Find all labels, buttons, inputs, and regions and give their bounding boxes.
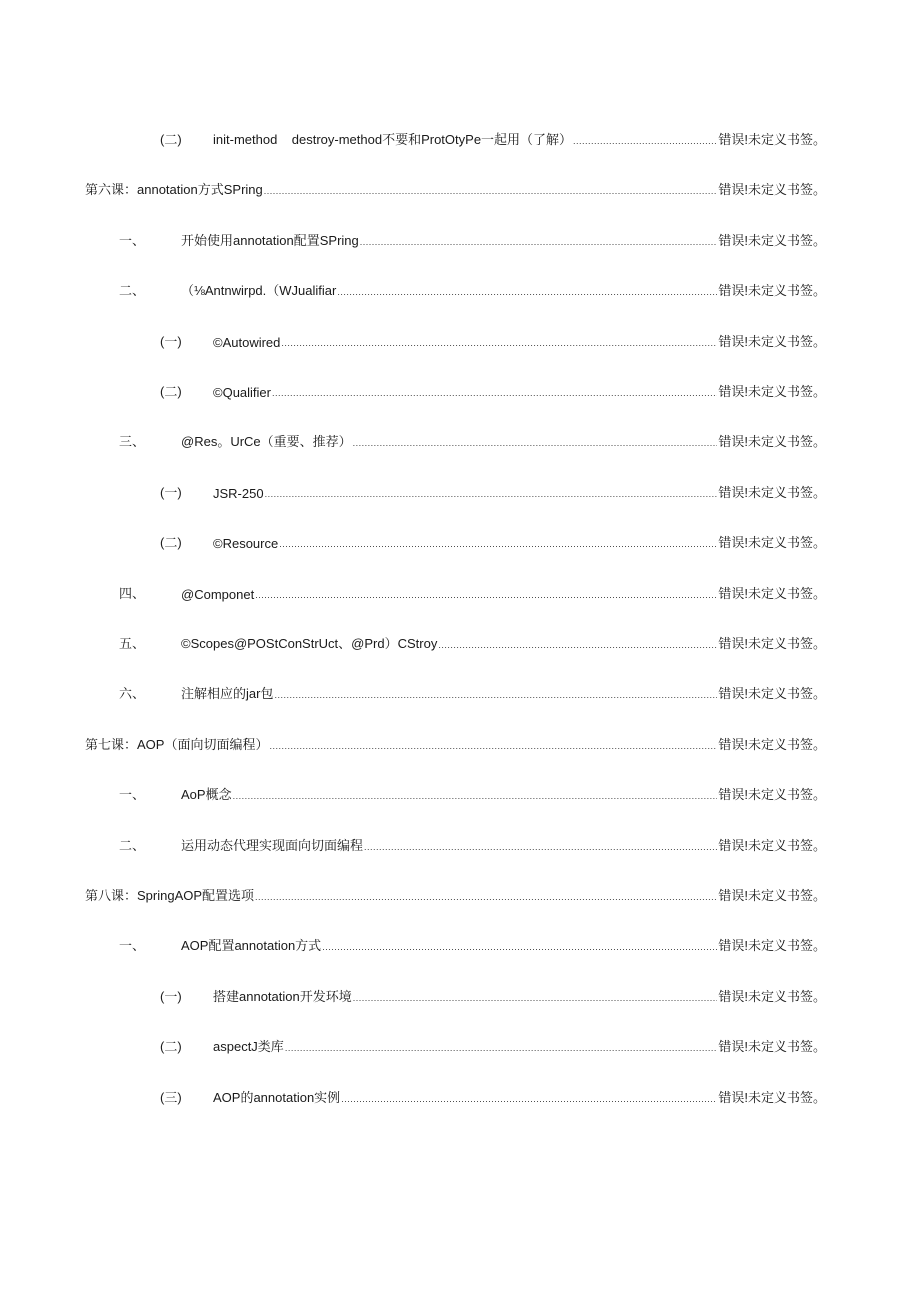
toc-entry-title: aspectJ类库 — [213, 1039, 284, 1055]
toc-entry-page-ref: 错误!未定义书签。 — [718, 132, 826, 147]
toc-entry-title: AOP配置annotation方式 — [181, 938, 322, 954]
toc-entry-number: 一、 — [119, 787, 146, 803]
toc-entry-title: ©Qualifier — [213, 385, 271, 400]
toc-dot-leader — [364, 841, 717, 854]
toc-entry-number: (二) — [160, 384, 182, 399]
toc-entry[interactable] — [119, 934, 826, 954]
toc-entry-page-ref: 错误!未定义书签。 — [718, 484, 826, 500]
toc-entry-title: ©Autowired — [213, 334, 281, 350]
toc-entry-page-ref: 错误!未定义书签。 — [718, 686, 826, 702]
toc-entry-page-ref: 错误!未定义书签。 — [718, 434, 826, 450]
toc-entry-page-ref: 错误!未定义书签。 — [718, 736, 826, 752]
toc-entry-number: 二、 — [119, 837, 146, 853]
toc-entry[interactable] — [119, 279, 826, 299]
toc-entry-title: 第八课：SpringAOP配置选项 — [85, 888, 255, 903]
toc-entry-title: 运用动态代理实现面向切面编程 — [181, 837, 364, 853]
toc-entry[interactable] — [85, 733, 826, 753]
toc-entry-title: 第六课：annotation方式SPring — [85, 182, 263, 198]
toc-entry-number: 三、 — [119, 434, 146, 450]
toc-dot-leader — [255, 891, 717, 904]
toc-dot-leader — [269, 740, 717, 753]
toc-entry-page-ref: 错误!未定义书签。 — [718, 232, 826, 248]
toc-entry[interactable] — [119, 682, 826, 702]
toc-dot-leader — [233, 790, 718, 803]
toc-entry[interactable] — [160, 1086, 826, 1106]
toc-entry-page-ref: 错误!未定义书签。 — [718, 1089, 826, 1105]
toc-entry[interactable] — [160, 985, 826, 1005]
toc-dot-leader — [255, 589, 717, 602]
toc-entry[interactable] — [119, 430, 826, 450]
toc-dot-leader — [265, 488, 718, 501]
toc-entry-page-ref: 错误!未定义书签。 — [718, 585, 826, 601]
toc-dot-leader — [353, 992, 718, 1005]
toc-entry[interactable] — [119, 632, 826, 652]
toc-entry-number: (三) — [160, 1089, 182, 1105]
toc-entry[interactable] — [160, 128, 826, 148]
toc-entry-number: (一) — [160, 333, 182, 349]
toc-entry-page-ref: 错误!未定义书签。 — [718, 333, 826, 349]
toc-entry-number: (二) — [160, 1039, 182, 1055]
toc-entry[interactable] — [85, 178, 826, 198]
toc-entry-page-ref: 错误!未定义书签。 — [718, 535, 826, 551]
toc-entry[interactable] — [160, 330, 826, 350]
toc-entry[interactable] — [119, 229, 826, 249]
toc-entry-title: 注解相应的jar包 — [181, 686, 274, 702]
toc-entry[interactable] — [119, 783, 826, 803]
toc-dot-leader — [264, 185, 718, 198]
toc-entry-title: 搭建annotation开发环境 — [213, 988, 352, 1004]
toc-entry-number: 四、 — [119, 585, 146, 601]
toc-entry-number: 六、 — [119, 686, 146, 702]
toc-entry-number: (一) — [160, 988, 182, 1004]
toc-entry-title: JSR-250 — [213, 485, 264, 501]
toc-entry-page-ref: 错误!未定义书签。 — [718, 1039, 826, 1055]
toc-dot-leader — [438, 639, 717, 652]
toc-entry-page-ref: 错误!未定义书签。 — [718, 988, 826, 1004]
toc-entry-page-ref: 错误!未定义书签。 — [718, 283, 826, 299]
toc-entry-title: （⅛Antnwirpd.（WJualifiar — [181, 283, 337, 299]
toc-entry-title: ©Resource — [213, 536, 279, 552]
toc-dot-leader — [281, 337, 717, 350]
toc-entry-number: 一、 — [119, 938, 146, 954]
toc-entry-title: @Componet — [181, 586, 255, 602]
toc-entry-number: 二、 — [119, 283, 146, 299]
toc-entry[interactable] — [160, 481, 826, 501]
toc-dot-leader — [279, 538, 717, 551]
toc-entry-title: @Res。UrCe（重要、推荐） — [181, 434, 352, 450]
toc-entry[interactable] — [119, 834, 826, 854]
toc-dot-leader — [274, 689, 717, 702]
toc-entry-number: (一) — [160, 484, 182, 500]
toc-entry[interactable] — [85, 884, 826, 904]
toc-entry-page-ref: 错误!未定义书签。 — [718, 888, 826, 903]
toc-entry-number: (二) — [160, 535, 182, 551]
toc-dot-leader — [272, 387, 717, 400]
toc-dot-leader — [322, 941, 717, 954]
toc-entry-title: AoP概念 — [181, 787, 232, 803]
toc-entry-page-ref: 错误!未定义书签。 — [718, 787, 826, 803]
toc-entry-title: init-method destroy-method不要和ProtOtyPe一起用（了解） — [213, 132, 573, 147]
toc-dot-leader — [360, 236, 718, 249]
toc-entry[interactable] — [160, 380, 826, 400]
toc-entry-title: 第七课：AOP（面向切面编程） — [85, 736, 269, 752]
toc-entry-number: 五、 — [119, 636, 146, 651]
toc-entry[interactable] — [160, 1035, 826, 1055]
toc-entry-title: ©Scopes@POStConStrUct、@Prd）CStroy — [181, 636, 438, 651]
toc-dot-leader — [285, 1042, 718, 1055]
toc-entry-number: 一、 — [119, 232, 146, 248]
toc-entry-title: 开始使用annotation配置SPring — [181, 232, 359, 248]
toc-entry[interactable] — [119, 582, 826, 602]
toc-entry-title: AOP的annotation实例 — [213, 1089, 341, 1105]
toc-entry-number: (二) — [160, 132, 182, 147]
toc-dot-leader — [337, 286, 717, 299]
toc-entry-page-ref: 错误!未定义书签。 — [718, 837, 826, 853]
toc-entry-page-ref: 错误!未定义书签。 — [718, 938, 826, 954]
toc-dot-leader — [573, 135, 717, 148]
toc-entry-page-ref: 错误!未定义书签。 — [718, 636, 826, 651]
toc-entry[interactable] — [160, 531, 826, 551]
toc-dot-leader — [353, 437, 718, 450]
toc-dot-leader — [341, 1093, 717, 1106]
toc-entry-page-ref: 错误!未定义书签。 — [718, 384, 826, 399]
toc-entry-page-ref: 错误!未定义书签。 — [718, 182, 826, 198]
